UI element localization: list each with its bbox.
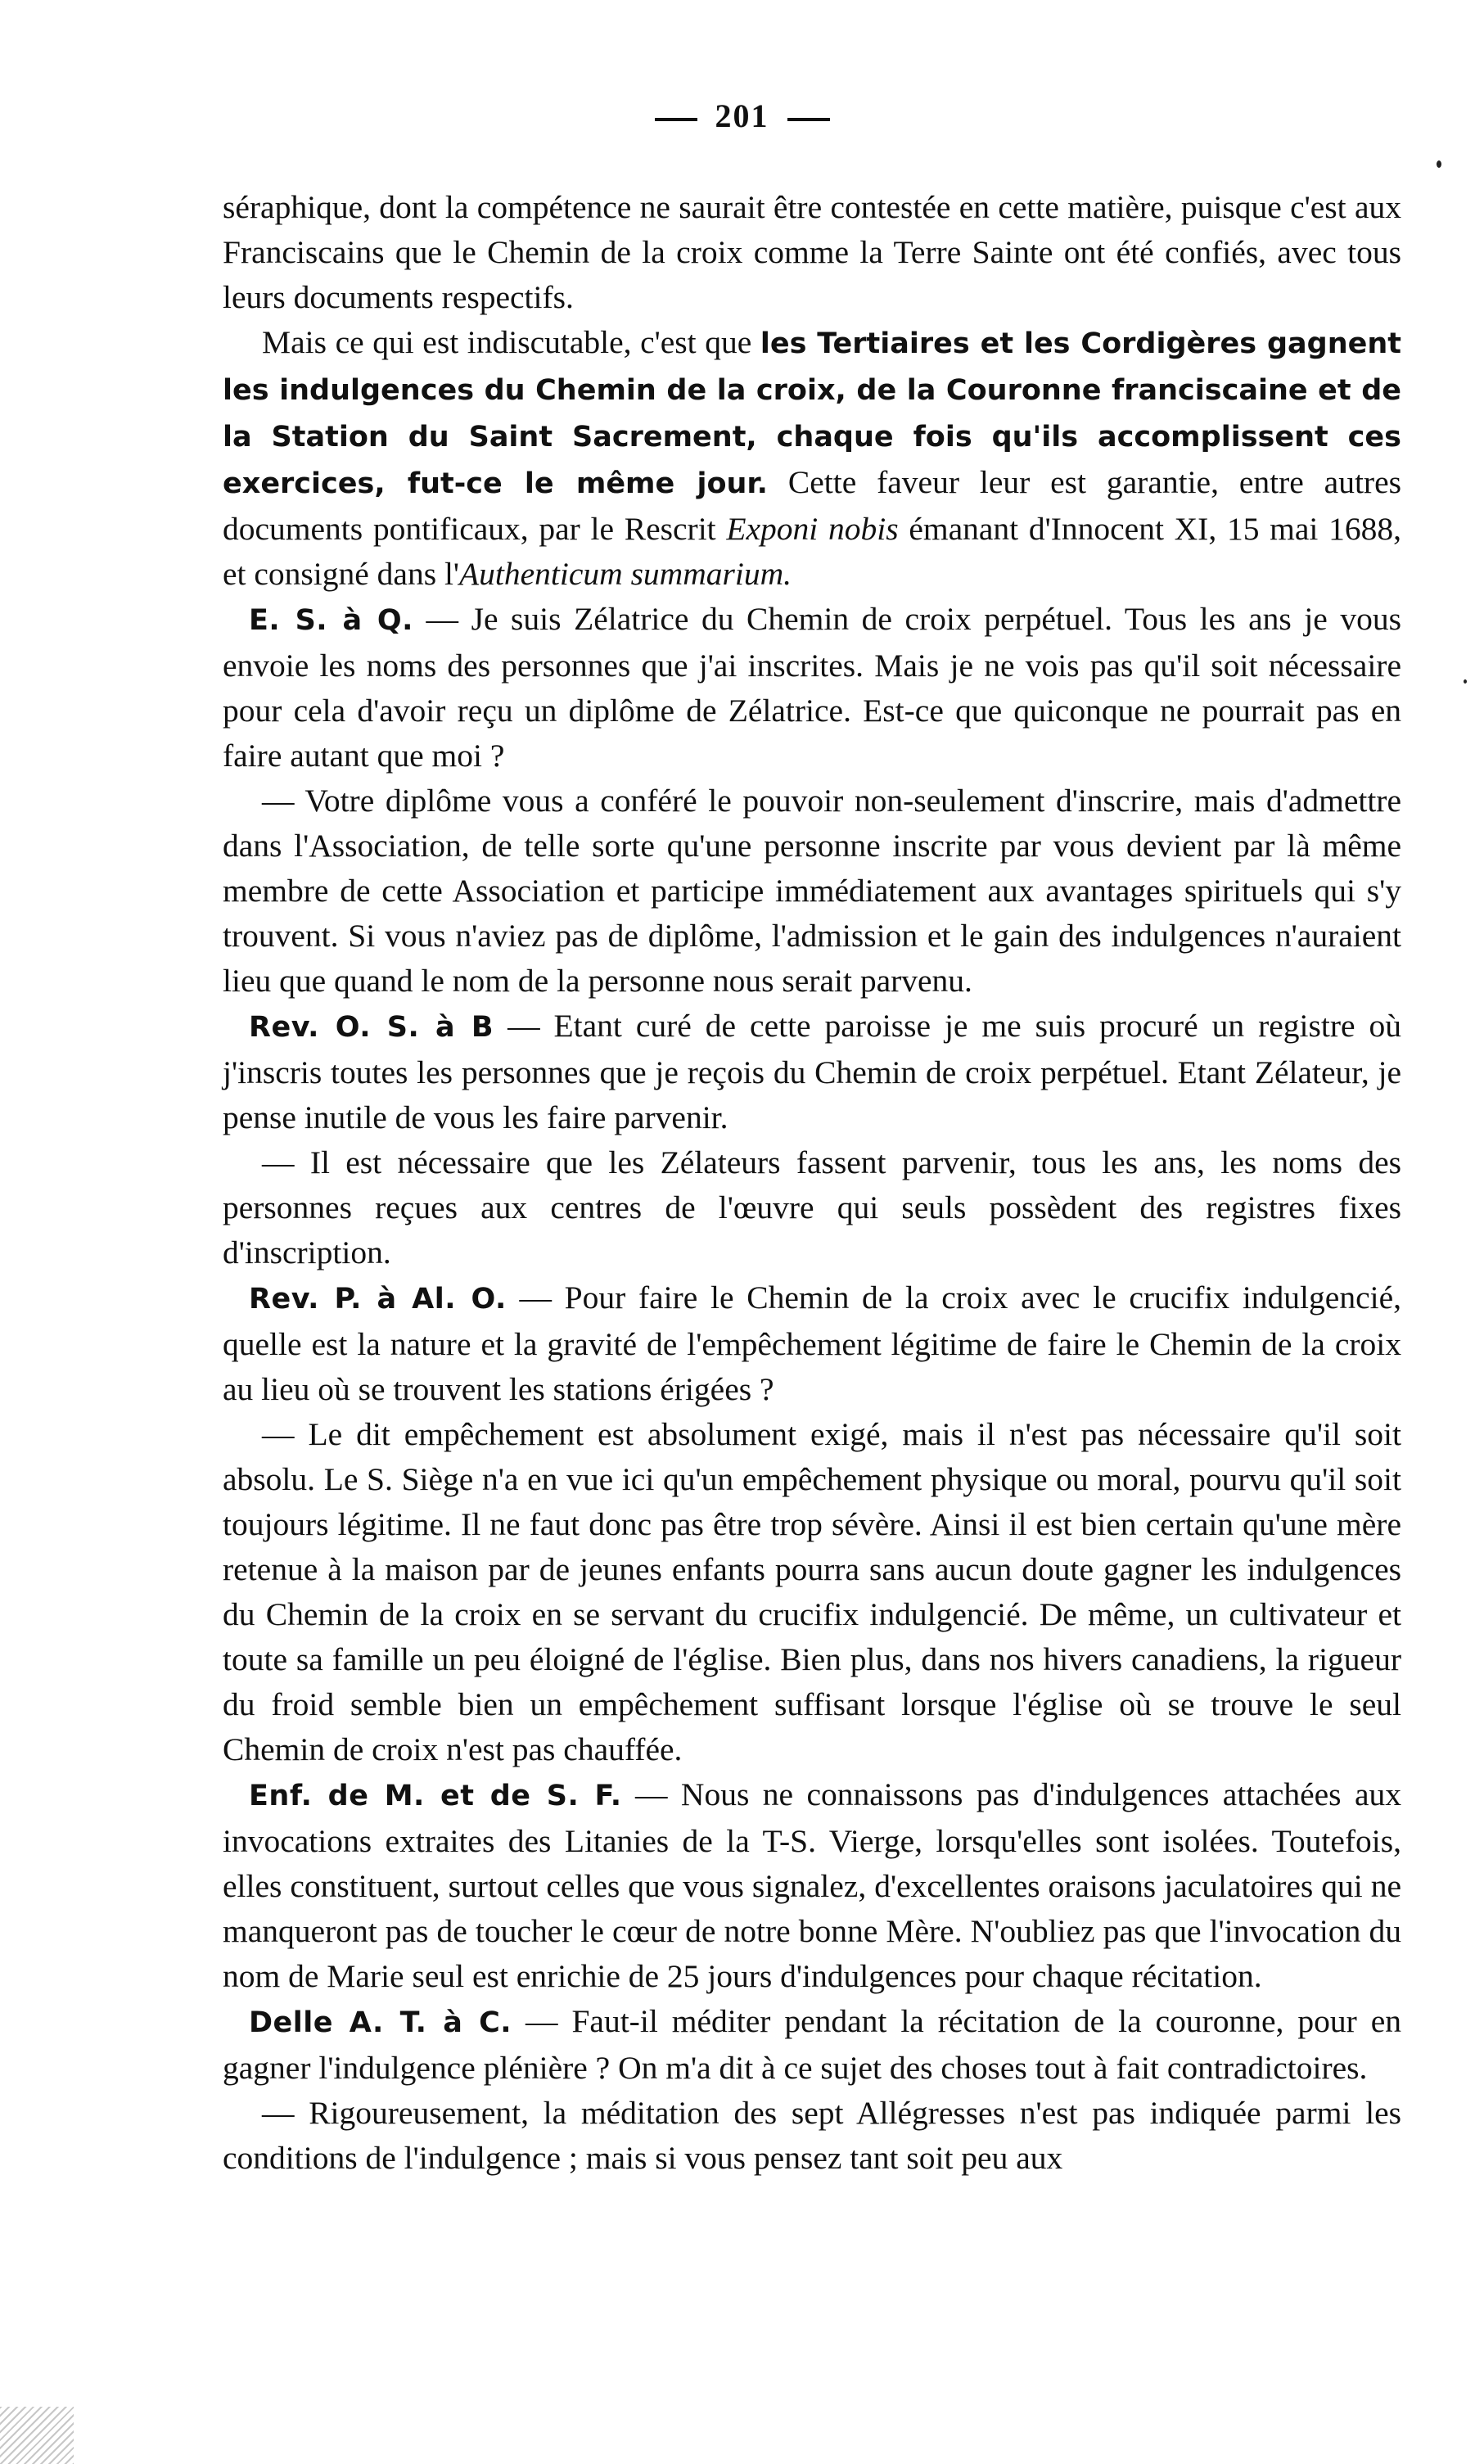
document-title: Authenticum summarium. [459,556,792,592]
correspondent-label: Rev. P. à Al. O. [249,1283,507,1315]
answer-text: — Le dit empêchement est absolument exigé, mais il n'est pas nécessaire qu'il soit absolu. Le S. Siège n'a en vue ici qu'un empêchement physique ou moral, pourvu qu'il soit toujours légitime. Il ne faut donc pas être trop sévère. Ainsi il est bien certain qu'une mère retenue à la maison par de jeunes enfants pourra sans aucun doute gagner les indulgences du Chemin de la croix en se servant du crucifix indulgencié. De même, un cultivateur et toute sa famille un peu éloigné de l'église. Bien plus, dans nos hivers canadiens, la rigueur du froid semble bien un empêchement suffisant lorsque l'église où se trouve le seul Chemin de croix n'est pas chauffée. [223,1416,1401,1767]
rescript-title: Exponi nobis [726,511,899,547]
paragraph-text: émanant d'Innocent XI, 15 mai 1688, et consigné dans l' [223,511,1402,592]
header-dash-right [787,118,830,121]
page-number: 201 [715,97,769,134]
question-paragraph [223,597,1401,778]
answer-paragraph [223,778,1401,1004]
scan-speck [1437,160,1441,168]
question-text: — Etant curé de cette paroisse je me suis procuré un registre où j'inscris toutes les personnes que je reçois du Chemin de croix perpétuel. Etant Zélateur, je pense inutile de vous les faire parvenir. [223,1008,1402,1135]
correspondent-label: Rev. O. S. à B [249,1011,494,1044]
answer-paragraph [223,1412,1401,1772]
page-body [223,185,1401,2181]
answer-text: — Rigoureusement, la méditation des sept Allégresses n'est pas indiquée parmi les conditions de l'indulgence ; mais si vous pensez tant soit peu aux [223,2095,1401,2176]
correspondent-label: Enf. de M. et de S. F. [249,1780,622,1812]
correspondent-label: E. S. à Q. [249,604,413,637]
paragraph-text: Cette faveur leur est garantie, entre autres documents pontificaux, par le Rescrit [223,464,1401,547]
paragraph-text: Mais ce qui est indiscutable, c'est que [262,324,760,360]
correspondent-label: Delle A. T. à C. [249,2006,512,2039]
paragraph-continuation [223,185,1401,320]
answer-paragraph [223,2091,1401,2181]
question-paragraph [223,1999,1401,2091]
scan-edge-noise [0,2407,74,2464]
question-text: — Pour faire le Chemin de la croix avec le crucifix indulgencié, quelle est la nature et la gravité de l'empêchement légitime de faire le Chemin de la croix au lieu où se trouvent les stations érigées ? [223,1279,1401,1407]
question-paragraph [223,1772,1401,1999]
question-paragraph [223,1275,1401,1412]
question-text: — Faut-il méditer pendant la récitation de la couronne, pour en gagner l'indulgence plénière ? On m'a dit à ce sujet des choses tout à fait contradictoires. [223,2003,1401,2086]
emphasized-statement: les Tertiaires et les Cordigères gagnent les indulgences du Chemin de la croix, de la Couronne franciscaine et de la Station du Saint Sacrement, chaque fois qu'ils accomplissent ces exercices, fut-ce le même jour. [223,327,1402,500]
page-header [0,97,1484,135]
scan-speck [1464,679,1467,684]
answer-text: — Il est nécessaire que les Zélateurs fassent parvenir, tous les ans, les noms des personnes reçues aux centres de l'œuvre qui seuls possèdent des registres fixes d'inscription. [223,1144,1401,1270]
answer-text: — Nous ne connaissons pas d'indulgences attachées aux invocations extraites des Litanies de la T-S. Vierge, lorsqu'elles sont isolées. Toutefois, elles constituent, surtout celles que vous signalez, d'excellentes oraisons jaculatoires qui ne manqueront pas de toucher le cœur de notre bonne Mère. N'oubliez pas que l'invocation du nom de Marie seul est enrichie de 25 jours d'indulgences pour chaque récitation. [223,1776,1401,1994]
answer-text: — Votre diplôme vous a conféré le pouvoir non-seulement d'inscrire, mais d'admettre dans l'Association, de telle sorte qu'une personne inscrite par vous devient par là même membre de cette Association et participe immédiatement aux avantages spirituels qui s'y trouvent. Si vous n'aviez pas de diplôme, l'admission et le gain des indulgences n'auraient lieu que quand le nom de la personne nous serait parvenu. [223,783,1401,999]
header-dash-left [655,118,697,121]
paragraph-indulgences [223,320,1401,597]
question-text: — Je suis Zélatrice du Chemin de croix perpétuel. Tous les ans je vous envoie les noms des personnes que j'ai inscrites. Mais je ne vois pas qu'il soit nécessaire pour cela d'avoir reçu un diplôme de Zélatrice. Est-ce que quiconque ne pourrait pas en faire autant que moi ? [223,601,1401,774]
answer-paragraph [223,1140,1401,1275]
question-paragraph [223,1004,1401,1140]
paragraph-text: séraphique, dont la compétence ne saurait être contestée en cette matière, puisque c'est aux Franciscains que le Chemin de la croix comme la Terre Sainte ont été confiés, avec tous leurs documents respectifs. [223,189,1401,315]
